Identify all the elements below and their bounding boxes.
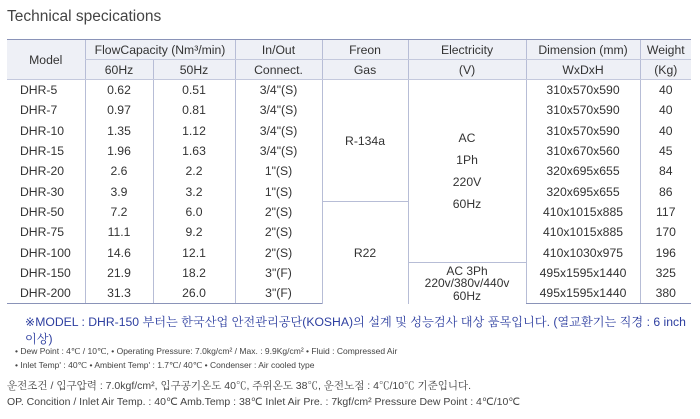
connect-cell: 3/4"(S)	[235, 141, 322, 161]
weight-cell: 40	[640, 80, 691, 101]
header-model: Model	[7, 40, 85, 80]
header-dimension: Dimension (mm)	[526, 40, 640, 60]
dimension-cell: 310x570x590	[526, 80, 640, 101]
freon-cell-r134a: R-134a	[322, 80, 408, 202]
header-freon: Freon	[322, 40, 408, 60]
header-electricity: Electricity	[408, 40, 526, 60]
connect-cell: 3"(F)	[235, 283, 322, 304]
flow-60hz-cell: 0.97	[85, 100, 153, 120]
elec-line: 60Hz	[453, 288, 482, 303]
header-kg: (Kg)	[640, 60, 691, 80]
flow-50hz-cell: 2.2	[153, 161, 235, 181]
flow-50hz-cell: 1.63	[153, 141, 235, 161]
header-gas: Gas	[322, 60, 408, 80]
spec-table	[7, 39, 691, 304]
dimension-cell: 495x1595x1440	[526, 283, 640, 304]
model-cell: DHR-20	[20, 164, 65, 179]
connect-cell: 3"(F)	[235, 263, 322, 283]
weight-cell: 84	[640, 161, 691, 181]
freon-cell-r22: R22	[322, 202, 408, 304]
dimension-cell: 410x1015x885	[526, 202, 640, 222]
header-60hz: 60Hz	[85, 60, 153, 80]
header-flow-capacity: FlowCapacity (Nm³/min)	[85, 40, 235, 60]
flow-50hz-cell: 18.2	[153, 263, 235, 283]
flow-60hz-cell: 1.35	[85, 121, 153, 141]
connect-cell: 3/4"(S)	[235, 100, 322, 120]
weight-cell: 325	[640, 263, 691, 283]
flow-60hz-cell: 21.9	[85, 263, 153, 283]
operating-condition-english: OP. Concition / Inlet Air Temp. : 40℃ Amb.Temp : 38℃ Inlet Air Pre. : 7kgf/cm² Pressure Dew Point : 4℃/10℃	[7, 396, 521, 408]
dimension-cell: 410x1015x885	[526, 222, 640, 242]
operating-condition-korean: 운전조건 / 입구압력 : 7.0kgf/cm², 입구공기온도 40℃, 주위온도 38℃, 운전노점 : 4℃/10℃ 기준입니다.	[7, 380, 472, 392]
flow-60hz-cell: 0.62	[85, 80, 153, 101]
flow-50hz-cell: 0.81	[153, 100, 235, 120]
weight-cell: 117	[640, 202, 691, 222]
flow-50hz-cell: 6.0	[153, 202, 235, 222]
weight-cell: 380	[640, 283, 691, 304]
flow-50hz-cell: 26.0	[153, 283, 235, 304]
flow-60hz-cell: 3.9	[85, 181, 153, 201]
connect-cell: 2"(S)	[235, 202, 322, 222]
flow-50hz-cell: 1.12	[153, 121, 235, 141]
dimension-cell: 310x570x590	[526, 121, 640, 141]
model-cell: DHR-30	[20, 184, 65, 199]
spec-footnote-1: • Dew Point : 4℃ / 10℃, • Operating Pressure: 7.0kg/cm² / Max. : 9.9Kg/cm² • Fluid : Compressed Air	[15, 346, 398, 356]
header-inout: In/Out	[235, 40, 322, 60]
elec-line: AC	[458, 131, 476, 146]
model-cell: DHR-5	[20, 83, 58, 98]
table-row	[7, 202, 691, 222]
dimension-cell: 495x1595x1440	[526, 263, 640, 283]
flow-60hz-cell: 31.3	[85, 283, 153, 304]
page-title: Technical specications	[7, 8, 162, 25]
header-connect: Connect.	[235, 60, 322, 80]
flow-60hz-cell: 14.6	[85, 242, 153, 262]
elec-line: 220v/380v/440v	[424, 276, 510, 291]
model-cell: DHR-50	[20, 204, 65, 219]
weight-cell: 40	[640, 121, 691, 141]
connect-cell: 2"(S)	[235, 242, 322, 262]
elec-line: 60Hz	[452, 197, 482, 212]
weight-cell: 86	[640, 181, 691, 201]
flow-50hz-cell: 0.51	[153, 80, 235, 101]
connect-cell: 3/4"(S)	[235, 121, 322, 141]
dimension-cell: 320x695x655	[526, 181, 640, 201]
dimension-cell: 310x570x590	[526, 100, 640, 120]
elec-line: 1Ph	[456, 153, 478, 168]
dimension-cell: 310x670x560	[526, 141, 640, 161]
model-cell: DHR-7	[20, 103, 58, 118]
flow-50hz-cell: 3.2	[153, 181, 235, 201]
flow-50hz-cell: 9.2	[153, 222, 235, 242]
model-cell: DHR-200	[7, 283, 85, 304]
model-cell: DHR-100	[20, 245, 71, 260]
header-weight: Weight	[640, 40, 691, 60]
header-volt: (V)	[408, 60, 526, 80]
elec-line: AC 3Ph	[446, 263, 488, 278]
spec-footnote-2: • Inlet Temp' : 40℃ • Ambient Temp' : 1.7℃/ 40℃ • Condenser : Air cooled type	[15, 360, 315, 370]
weight-cell: 196	[640, 242, 691, 262]
flow-60hz-cell: 7.2	[85, 202, 153, 222]
weight-cell: 40	[640, 100, 691, 120]
model-cell: DHR-150	[20, 265, 71, 280]
header-50hz: 50Hz	[153, 60, 235, 80]
connect-cell: 3/4"(S)	[235, 80, 322, 101]
flow-60hz-cell: 11.1	[85, 222, 153, 242]
model-cell: DHR-10	[20, 123, 65, 138]
model-cell: DHR-15	[20, 144, 65, 159]
dimension-cell: 320x695x655	[526, 161, 640, 181]
electricity-cell-1ph	[408, 80, 526, 263]
elec-line: 220V	[452, 175, 482, 190]
flow-60hz-cell: 1.96	[85, 141, 153, 161]
connect-cell: 1"(S)	[235, 161, 322, 181]
weight-cell: 45	[640, 141, 691, 161]
connect-cell: 1"(S)	[235, 181, 322, 201]
weight-cell: 170	[640, 222, 691, 242]
table-row	[7, 80, 691, 101]
connect-cell: 2"(S)	[235, 222, 322, 242]
dimension-cell: 410x1030x975	[526, 242, 640, 262]
flow-60hz-cell: 2.6	[85, 161, 153, 181]
kosha-note: ※MODEL : DHR-150 부터는 한국산업 안전관리공단(KOSHA)의 설계 및 성능검사 대상 품목입니다. (열교환기는 직경 : 6 inch 이상)	[25, 315, 686, 346]
electricity-cell-3ph	[408, 263, 526, 304]
header-wdh: WxDxH	[526, 60, 640, 80]
flow-50hz-cell: 12.1	[153, 242, 235, 262]
model-cell: DHR-75	[20, 225, 65, 240]
